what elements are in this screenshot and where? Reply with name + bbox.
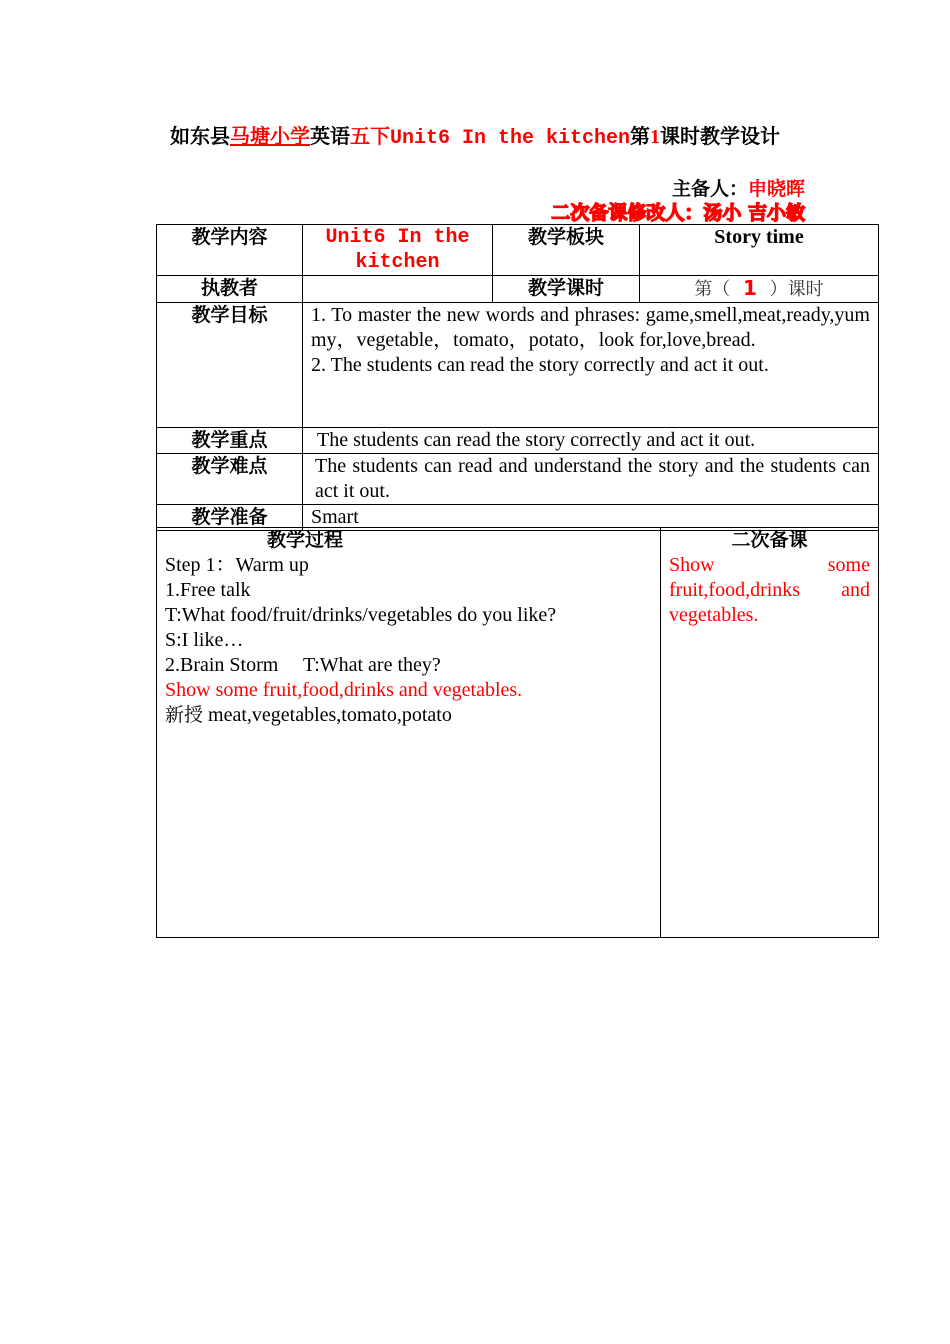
table-row: [157, 276, 879, 303]
new-words-list: meat,vegetables,tomato,potato: [203, 704, 452, 726]
table-row: [157, 428, 879, 454]
title-school: 马塘小学: [229, 126, 310, 148]
process-red-line: Show some fruit,food,drinks and vegetables.: [165, 679, 523, 701]
preparer-name: 申晓晖: [747, 178, 805, 200]
table-row: [157, 225, 879, 276]
teacher-value: [303, 276, 493, 303]
reviser-line: 二次备课修改人：汤小 吉小敏: [551, 202, 805, 224]
title-grade: 五下: [349, 126, 390, 148]
goal-value: [303, 303, 879, 428]
key-point-value: The students can read the story correctly and act it out.: [303, 428, 879, 454]
process-cell: [157, 528, 661, 938]
process-line: 2.Brain Storm T:What are they?: [165, 654, 441, 676]
title-subject: 英语: [309, 126, 350, 148]
difficult-point-label: 教学难点: [157, 454, 303, 505]
preparation-value: Smart: [303, 505, 879, 531]
table-row: [157, 528, 879, 938]
process-line: T:What food/fruit/drinks/vegetables do you like?: [165, 604, 557, 626]
process-line: 1.Free talk: [165, 579, 251, 601]
block-value: Story time: [640, 225, 879, 276]
process-new-words: [165, 703, 652, 728]
table-row: [157, 454, 879, 505]
title-suffix: 课时教学设计: [660, 126, 781, 148]
goal-item-1: 1. To master the new words and phrases: game,smell,meat,ready,yummy，vegetable，tomato，potato，look for,love,bread.: [311, 304, 870, 351]
second-prep-cell: [661, 528, 879, 938]
goal-item-2: 2. The students can read the story correctly and act it out.: [311, 354, 769, 376]
process-line: Step 1：Warm up: [165, 554, 309, 576]
title-county: 如东县: [169, 126, 230, 148]
second-prep-header: 二次备课: [731, 529, 808, 551]
block-label: 教学板块: [493, 225, 640, 276]
content-value: Unit6 In the kitchen: [303, 225, 493, 276]
lesson-info-table: [156, 224, 879, 531]
title-lesson-number: 1: [650, 126, 661, 148]
content-label: 教学内容: [157, 225, 303, 276]
new-words-label: 新授: [165, 704, 204, 726]
process-line: S:I like…: [165, 629, 244, 651]
preparer-label: 主备人：: [671, 178, 748, 200]
period-suffix: ）课时: [769, 279, 824, 300]
period-number: 1: [743, 276, 757, 300]
preparation-label: 教学准备: [157, 505, 303, 531]
process-header: 教学过程: [267, 529, 344, 551]
document-title: [150, 124, 800, 152]
teaching-process-table: [156, 527, 879, 938]
teacher-label: 执教者: [157, 276, 303, 303]
title-lesson-prefix: 第: [630, 126, 651, 148]
period-value: [640, 276, 879, 303]
title-unit: Unit6 In the kitchen: [389, 127, 631, 150]
key-point-label: 教学重点: [157, 428, 303, 454]
table-row: [157, 303, 879, 428]
goal-label: 教学目标: [157, 303, 303, 428]
period-label: 教学课时: [493, 276, 640, 303]
main-preparer: [672, 174, 805, 201]
difficult-point-value: The students can read and understand the story and the students can act it out.: [303, 454, 879, 505]
second-prep-note: Show some fruit,food,drinks and vegetables.: [669, 554, 870, 626]
period-prefix: 第（: [694, 279, 731, 300]
